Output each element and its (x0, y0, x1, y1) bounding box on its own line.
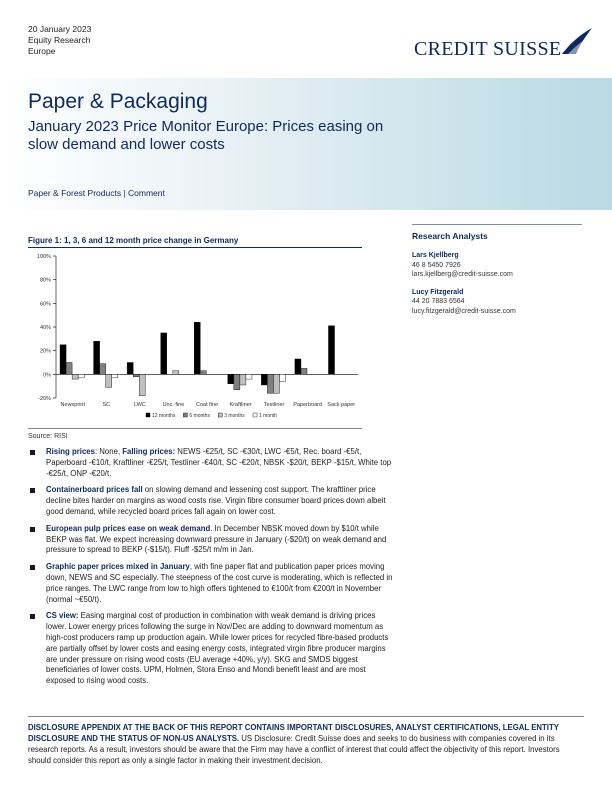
chart-bar (246, 374, 252, 379)
bullet-title: European pulp prices ease on weak demand (46, 523, 211, 533)
logo-text: CREDIT SUISSE (414, 38, 562, 60)
x-tick-label: SC (102, 402, 111, 408)
page-subtitle: January 2023 Price Monitor Europe: Prices easing on slow demand and lower costs (28, 118, 384, 153)
chart-bar (161, 333, 167, 374)
chart-bar (127, 363, 133, 375)
chart-bar (72, 374, 78, 379)
chart-bar (194, 322, 200, 374)
bullet-square-icon (30, 565, 35, 570)
bullet-title: Falling prices: (122, 447, 176, 456)
chart-bar (295, 359, 301, 374)
analyst-phone: 46 8 5450 7926 (412, 261, 461, 269)
x-tick-label: LWC (133, 402, 146, 408)
figure-title: Figure 1: 1, 3, 6 and 12 month price change in Germany (28, 236, 239, 245)
report-region: Europe (28, 46, 56, 56)
x-tick-label: Newsprint (60, 402, 86, 408)
disclosure-text (28, 722, 584, 766)
bullet-item (28, 524, 393, 556)
chart-bar (100, 364, 106, 375)
report-meta (28, 24, 91, 57)
bullet-text: , with fine paper flat and publication paper prices moving down, NEWS and SC especially. The steepness of the cost curve is moderating, which is reflected in price ranges. The LWC range from low to high offers tightened to €100/t from €200/t in November (normal ~€50/t). (46, 562, 393, 604)
y-tick-label: 60% (39, 301, 51, 308)
legend-swatch (253, 413, 257, 417)
y-tick-label: -20% (38, 396, 51, 402)
chart-bar (106, 374, 112, 387)
bullet-title: Containerboard prices fall (46, 485, 143, 495)
bullet-item (28, 562, 393, 605)
bullet-text: : None, (94, 447, 123, 456)
chart-bar (261, 374, 267, 385)
chart-bar (66, 363, 72, 375)
bullet-square-icon (30, 614, 35, 619)
chart-bar (301, 368, 307, 374)
y-tick-label: 80% (39, 277, 51, 284)
credit-suisse-logo (414, 26, 594, 66)
bullet-title: CS view: (46, 611, 79, 621)
bullet-title: Graphic paper prices mixed in January (46, 562, 190, 572)
bullet-square-icon (30, 450, 35, 455)
chart-bar (234, 374, 240, 389)
bullet-item (28, 485, 393, 517)
chart-bar (139, 374, 145, 395)
page-title: Paper & Packaging (28, 90, 208, 113)
bullet-item (28, 611, 393, 687)
chart-bar (328, 326, 334, 375)
analyst-name: Lars Kjellberg (412, 252, 459, 259)
legend-swatch (218, 413, 222, 417)
report-division: Equity Research (28, 35, 91, 45)
chart-bar (267, 374, 273, 393)
disclosure-bold: DISCLOSURE APPENDIX AT THE BACK OF THIS REPORT CONTAINS IMPORTANT DISCLOSURES, ANALYST CERTIFICATIONS, LEGAL ENTITY DISCLOSURE AND THE STATUS OF NON-US ANALYSTS. (28, 723, 559, 743)
chart-bar (240, 374, 246, 385)
bullet-square-icon (30, 488, 35, 493)
y-tick-label: 40% (39, 325, 51, 331)
bullet-square-icon (30, 527, 35, 532)
chart-bar (273, 374, 279, 393)
analyst-email[interactable]: lucy.fitzgerald@credit-suisse.com (412, 307, 516, 315)
bullet-text: Easing marginal cost of production in combination with weak demand is driving prices lower. Lower energy prices following the surge in Nov/Dec are adding to downward momentum as high-cost producers ramp up production again. While lower prices for recycled fibre-based products are partially offset by lower costs and easing energy costs, integrated virgin fibre producer margins are under pressure on rising wood costs (EU average +40%, y/y). SKG and SMDS biggest beneficiaries of lower costs. UPM, Holmen, Stora Enso and Mondi benefit least and are most exposed to rising wood costs. (46, 611, 389, 686)
bullet-text: . In December NBSK moved down by $10/t while BEKP was flat. We expect increasing downward pressure in January (-$20/t) on weak demand and pressure to spread to BEKP (-$15/t). Fluff -$25/t m/m in Jan. (46, 523, 387, 555)
price-change-bar-chart (28, 248, 362, 428)
legend-swatch (146, 413, 150, 417)
chart-bar (112, 374, 118, 378)
analyst-email[interactable]: lars.kjellberg@credit-suisse.com (412, 271, 513, 278)
disclosure-rule (28, 716, 584, 717)
x-tick-label: Coat fine (195, 402, 219, 408)
disclosure-body: US Disclosure: Credit Suisse does and seeks to do business with companies covered in its research reports. As a result, investors should be aware that the Firm may have a conflict of interest that could affect the objectivity of this report. Investors should consider this report as only a single factor in making their investment decision. (28, 734, 560, 765)
chart-bar (200, 371, 206, 375)
chart-bar (228, 374, 234, 383)
legend-swatch (183, 413, 187, 417)
bullet-title: Rising prices (46, 447, 95, 456)
x-tick-label: Paperboard (293, 402, 323, 408)
figure-source: Source: RISI (28, 433, 68, 440)
legend-label: 12 months (152, 413, 176, 419)
analyst-name: Lucy Fitzgerald (412, 288, 464, 296)
chart-bar (94, 341, 100, 374)
x-tick-label: Unc. fine (162, 402, 185, 408)
x-tick-label: Testliner (263, 402, 285, 408)
sail-logo-icon (560, 26, 594, 56)
legend-label: 6 months (189, 413, 210, 419)
y-tick-label: 20% (39, 348, 51, 355)
legend-label: 3 months (224, 413, 245, 419)
bullet-text: NEWS -€25/t, SC -€30/t, LWC -€5/t, Rec. board -€5/t, Paperboard -€10/t, Kraftliner -€25/t, Testliner -€40/t, SC -€20/t, NBSK -$20/t, BEKP -$15/t, White top -€25/t, ONP -€20/t. (46, 447, 392, 478)
analyst-card (412, 288, 582, 317)
analysts-heading: Research Analysts (412, 231, 488, 241)
bullet-item (28, 447, 393, 479)
x-tick-label: Kraftliner (229, 402, 252, 408)
chart-bar (133, 374, 139, 376)
bullet-list (28, 447, 393, 693)
chart-bar (78, 374, 84, 378)
analyst-card (412, 251, 582, 280)
analyst-phone: 44 20 7883 6564 (412, 298, 465, 305)
chart-bar (279, 374, 285, 381)
y-tick-label: 0% (43, 372, 51, 379)
legend-label: 1 month (259, 413, 278, 419)
report-date: 20 January 2023 (28, 24, 92, 34)
y-tick-label: 100% (36, 254, 51, 260)
x-tick-label: Sack paper (327, 402, 356, 408)
report-category: Paper & Forest Products | Comment (28, 188, 165, 198)
figure-bottom-rule (28, 428, 362, 429)
title-banner (0, 78, 612, 210)
chart-bar (60, 345, 66, 375)
chart-bar (173, 371, 179, 375)
research-analysts-panel (412, 224, 582, 324)
bullet-text: on slowing demand and lessening cost support. The kraftliner price decline bites harder on margins as wood costs rise. Virgin fibre consumer board prices down albeit good demand, while recycled board prices fall again on lower cost. (46, 485, 386, 516)
